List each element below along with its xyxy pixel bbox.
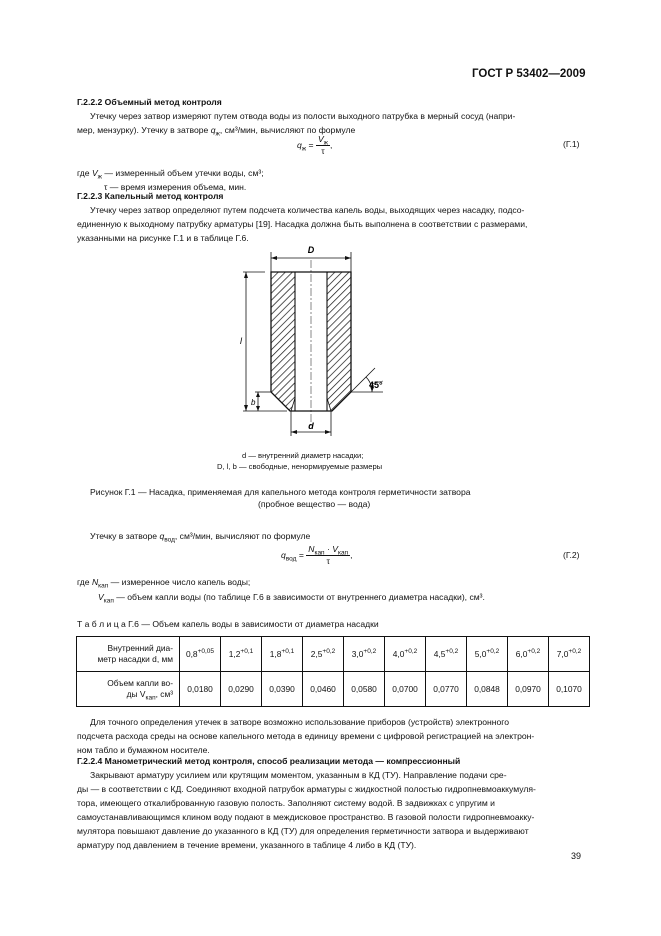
diameter-cell: $1,2^{+0,1}$ <box>221 637 262 672</box>
where-line: где $V_ж$ — измеренный объем утечки воды, см³; <box>77 168 264 181</box>
equation-number: (Г.2) <box>563 550 580 560</box>
diameter-cell: $6,0^{+0,2}$ <box>508 637 549 672</box>
volume-cell: 0,0290 <box>221 672 262 707</box>
volume-cell: 0,0970 <box>508 672 549 707</box>
text-line: тора, имеющего откалиброванную газовую полость. Заполняют систему водой. В задвижках с упругим и <box>77 798 495 808</box>
text-line: ды — в соответствии с КД. Соединяют входной патрубок арматуры с жидкостной полостью гидропневмоаккумуля- <box>77 784 536 794</box>
volume-cell: 0,1070 <box>549 672 590 707</box>
text-line: Утечку через затвор определяют путем подсчета количества капель воды, выходящих через насадку, подсо- <box>90 205 525 215</box>
section-title-drop: Г.2.2.3 Капельный метод контроля <box>77 191 224 201</box>
table-row <box>77 637 590 672</box>
label-angle: 45° <box>369 380 383 390</box>
row-header: Объем капли во- ды $V_{кап}$, см³ <box>77 672 180 707</box>
text-line: указанными на рисунке Г.1 и в таблице Г.6. <box>77 233 249 243</box>
text-line: самоустанавливающимся клином воду подают в междисковое пространство. В газовой полости гидропневмоакку- <box>77 812 535 822</box>
section-title-manometric: Г.2.2.4 Манометрический метод контроля, способ реализации метода — компрессионный <box>77 756 461 766</box>
nozzle-drawing <box>225 240 405 445</box>
volume-cell: 0,0700 <box>385 672 426 707</box>
section-title-volumetric: Г.2.2.2 Объемный метод контроля <box>77 97 222 107</box>
text-line: ном табло и бумажном носителе. <box>77 745 210 755</box>
diameter-cell: $5,0^{+0,2}$ <box>467 637 508 672</box>
text-line: Утечку через затвор измеряют путем отвода воды из полости выходного патрубка в мерный сосуд (напри- <box>90 111 516 121</box>
volume-cell: 0,0180 <box>180 672 221 707</box>
figure-legend: d — внутренний диаметр насадки; <box>242 451 364 460</box>
volume-cell: 0,0460 <box>303 672 344 707</box>
where-line: $V_{кап}$ — объем капли воды (по таблице Г.6 в зависимости от внутреннего диаметра насадки), см³. <box>98 592 485 605</box>
figure-legend: D, l, b — свободные, ненормируемые размеры <box>217 462 383 471</box>
label-b: b <box>251 398 256 407</box>
drop-volume-table <box>76 636 590 707</box>
diameter-cell: $3,0^{+0,2}$ <box>344 637 385 672</box>
text-line: мер, мензурку). Утечку в затворе $q_ж$, см³/мин, вычисляют по формуле <box>77 125 356 138</box>
label-l: l <box>240 336 242 346</box>
text-line: подсчета расхода среды на основе капельного метода в единицу времени с цифровой регистрацией на электрон- <box>77 731 535 741</box>
diameter-cell: $1,8^{+0,1}$ <box>262 637 303 672</box>
text-line: мулятора повышают давление до указанного в КД (ТУ) для определения герметичности затвора и выдерживают <box>77 826 529 836</box>
where-line: где $N_{кап}$ — измеренное число капель воды; <box>77 577 251 590</box>
table-title: Т а б л и ц а Г.6 — Объем капель воды в зависимости от диаметра насадки <box>77 619 379 629</box>
equation-number: (Г.1) <box>563 139 580 149</box>
text-line: Для точного определения утечек в затворе возможно использование приборов (устройств) электронного <box>90 717 510 727</box>
volume-cell: 0,0848 <box>467 672 508 707</box>
text-line: арматуру под давлением в течение времени, указанного в таблице 4 либо в КД (ТУ). <box>77 840 417 850</box>
text-line: Утечку в затворе $q_{вод}$, см³/мин, вычисляют по формуле <box>90 531 311 544</box>
text-line: Закрывают арматуру усилием или крутящим моментом, указанным в КД (ТУ). Направление подачи сре- <box>90 770 507 780</box>
diameter-cell: $7,0^{+0,2}$ <box>549 637 590 672</box>
where-line: τ — время измерения объема, мин. <box>104 182 247 192</box>
diameter-cell: $2,5^{+0,2}$ <box>303 637 344 672</box>
label-D: D <box>307 245 315 255</box>
volume-cell: 0,0580 <box>344 672 385 707</box>
volume-cell: 0,0770 <box>426 672 467 707</box>
diameter-cell: $0,8^{+0,05}$ <box>180 637 221 672</box>
formula-g1: $q_ж$ = $\frac{V_ж}{\tau}$ , <box>297 134 333 157</box>
page-number: 39 <box>571 851 582 861</box>
figure-caption: (пробное вещество — вода) <box>258 499 371 509</box>
diameter-cell: $4,5^{+0,2}$ <box>426 637 467 672</box>
text-line: единенную к выходному патрубку арматуры [19]. Насадка должна быть выполнена в соответствии с размерами, <box>77 219 528 229</box>
row-header: Внутренний диа- метр насадки d, мм <box>77 637 180 672</box>
formula-g2: $q_{вод}$ = $\frac{N_{кап} \cdot V_{кап}}{\tau}$ , <box>281 544 353 567</box>
table-row <box>77 672 590 707</box>
diameter-cell: $4,0^{+0,2}$ <box>385 637 426 672</box>
volume-cell: 0,0390 <box>262 672 303 707</box>
figure-caption: Рисунок Г.1 — Насадка, применяемая для капельного метода контроля герметичности затвора <box>90 487 471 497</box>
label-d: d <box>308 421 314 431</box>
document-number: ГОСТ Р 53402—2009 <box>472 68 586 80</box>
